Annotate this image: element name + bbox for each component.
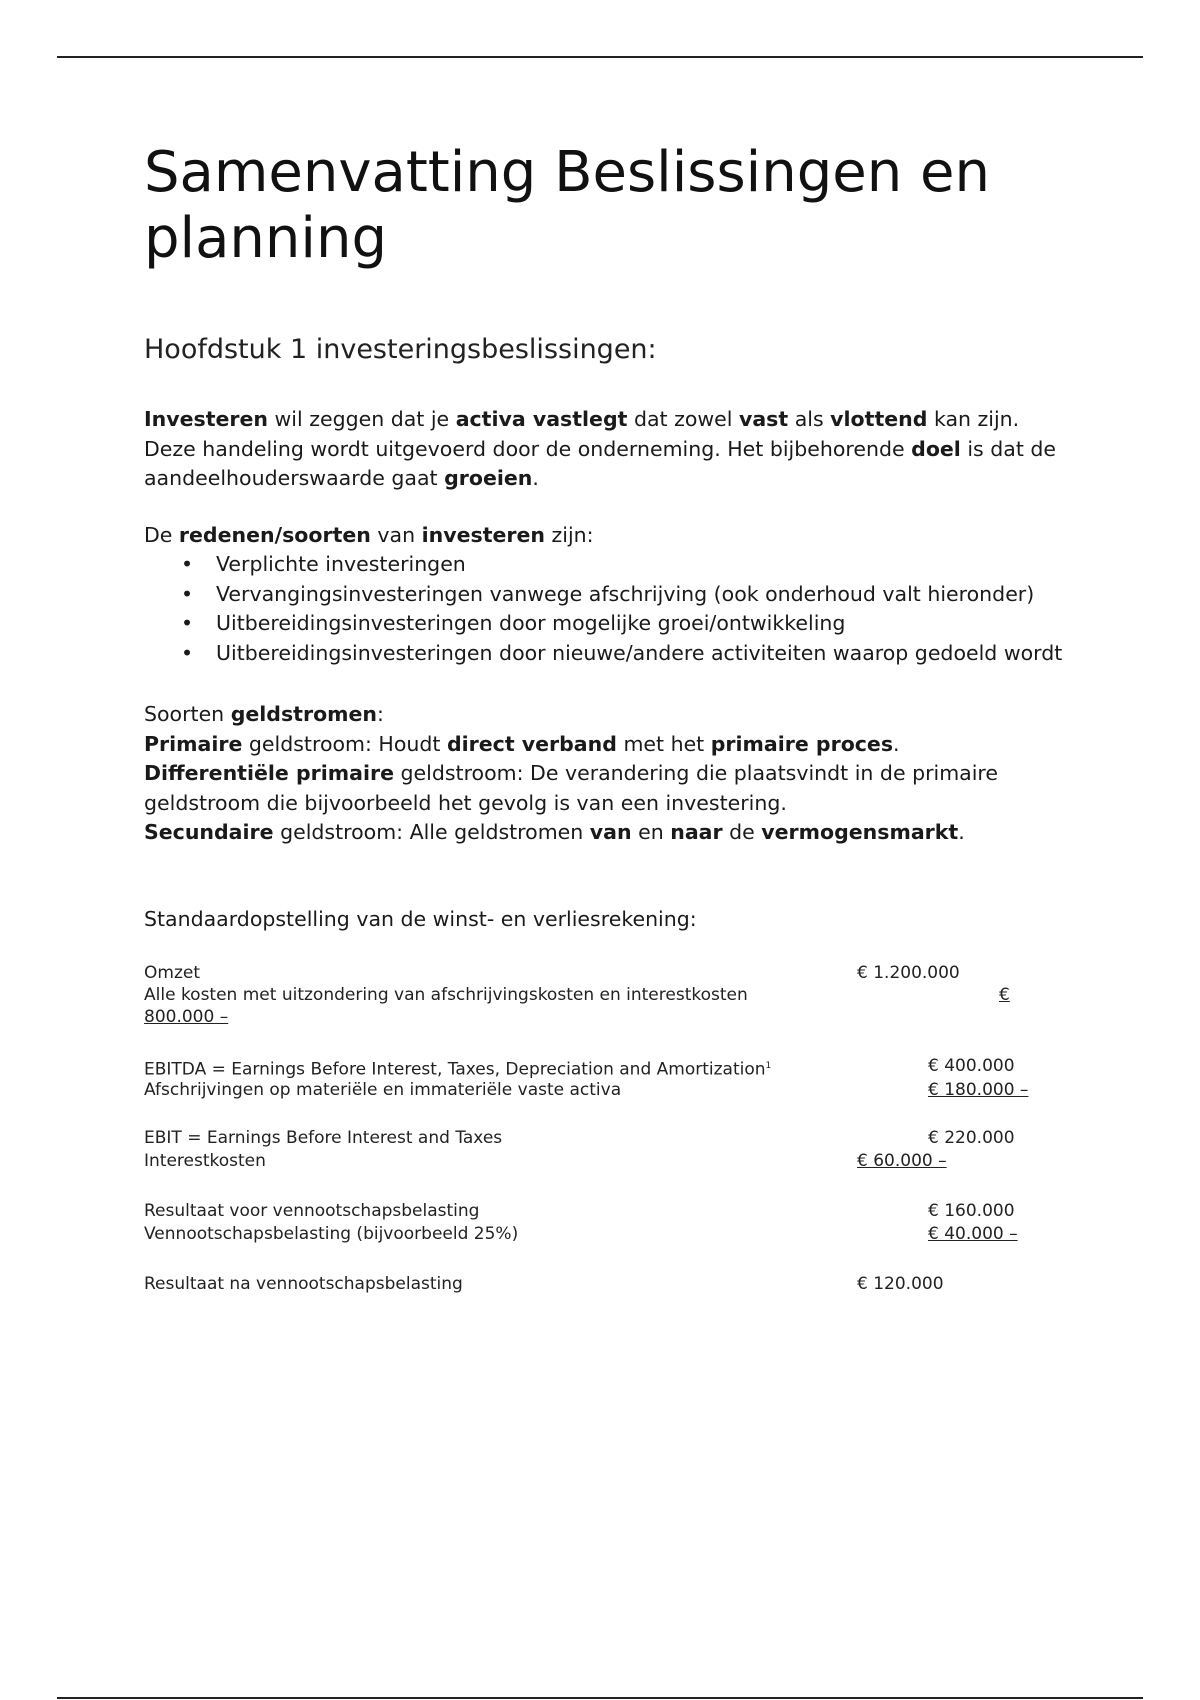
differential-cashflow: Differentiële primaire geldstroom: De verandering die plaatsvindt in de primaire geldstroom die bijvoorbeeld het gevolg is van een investering. bbox=[144, 761, 999, 815]
interest-amount: € 60.000 – bbox=[857, 1151, 947, 1171]
bullet-icon: • bbox=[181, 640, 194, 665]
bullet-icon: • bbox=[181, 611, 194, 635]
header-rule bbox=[57, 56, 1143, 58]
costs-amount: 800.000 – bbox=[144, 1007, 229, 1027]
pl-heading: Standaardopstelling van de winst- en verliesrekening: bbox=[144, 907, 697, 931]
bullet-icon: • bbox=[181, 552, 194, 576]
bullet-icon: • bbox=[181, 581, 194, 606]
intro-paragraph: Investeren wil zeggen dat je activa vastlegt dat zowel vast als vlottend kan zijn. Deze handeling wordt uitgevoerd door de onderneming. Het bijbehorende doel is dat de aandeelhouderswaarde gaat groeien. bbox=[144, 407, 1057, 490]
secondary-cashflow: Secundaire geldstroom: Alle geldstromen van en naar de vermogensmarkt. bbox=[144, 820, 965, 844]
footer-rule bbox=[57, 1697, 1143, 1699]
costs-label: Alle kosten met uitzondering van afschrijvingskosten en interestkosten bbox=[144, 985, 748, 1005]
cashflow-heading: Soorten geldstromen: bbox=[144, 702, 384, 726]
pretax-amount: € 160.000 bbox=[928, 1201, 1015, 1221]
omzet-label: Omzet bbox=[144, 963, 200, 983]
depreciation-label: Afschrijvingen op materiële en immateriële vaste activa bbox=[144, 1080, 622, 1100]
ebitda-amount: € 400.000 bbox=[928, 1056, 1015, 1076]
list-item: • Uitbereidingsinvesteringen door nieuwe/andere activiteiten waarop gedoeld wordt bbox=[144, 639, 1104, 669]
pretax-label: Resultaat voor vennootschapsbelasting bbox=[144, 1201, 480, 1221]
cashflow-section bbox=[144, 700, 1064, 848]
tax-amount: € 40.000 – bbox=[928, 1224, 1018, 1244]
list-item: • Uitbereidingsinvesteringen door mogelijke groei/ontwikkeling bbox=[144, 609, 1104, 639]
ebit-label: EBIT = Earnings Before Interest and Taxes bbox=[144, 1128, 503, 1148]
tax-label: Vennootschapsbelasting (bijvoorbeeld 25%) bbox=[144, 1224, 519, 1244]
ebit-amount: € 220.000 bbox=[928, 1128, 1015, 1148]
footnote-ref: 1 bbox=[765, 1061, 772, 1071]
net-result-label: Resultaat na vennootschapsbelasting bbox=[144, 1274, 463, 1294]
chapter-heading: Hoofdstuk 1 investeringsbeslissingen: bbox=[144, 334, 657, 365]
list-item: • Verplichte investeringen bbox=[144, 550, 1104, 580]
omzet-amount: € 1.200.000 bbox=[857, 963, 960, 983]
depreciation-amount: € 180.000 – bbox=[928, 1080, 1029, 1100]
ebitda-label: EBITDA = Earnings Before Interest, Taxes, Depreciation and Amortization$^1$ bbox=[144, 1059, 772, 1080]
document-title: Samenvatting Beslissingen en planning bbox=[144, 140, 990, 271]
primary-cashflow: Primaire geldstroom: Houdt direct verband met het primaire proces. bbox=[144, 731, 900, 756]
reasons-intro: De redenen/soorten van investeren zijn: bbox=[144, 523, 594, 547]
net-result-amount: € 120.000 bbox=[857, 1274, 944, 1294]
costs-euro: € bbox=[999, 985, 1010, 1005]
reasons-list bbox=[144, 550, 1104, 668]
list-item: • Vervangingsinvesteringen vanwege afschrijving (ook onderhoud valt hieronder) bbox=[144, 580, 1104, 610]
interest-label: Interestkosten bbox=[144, 1151, 266, 1171]
